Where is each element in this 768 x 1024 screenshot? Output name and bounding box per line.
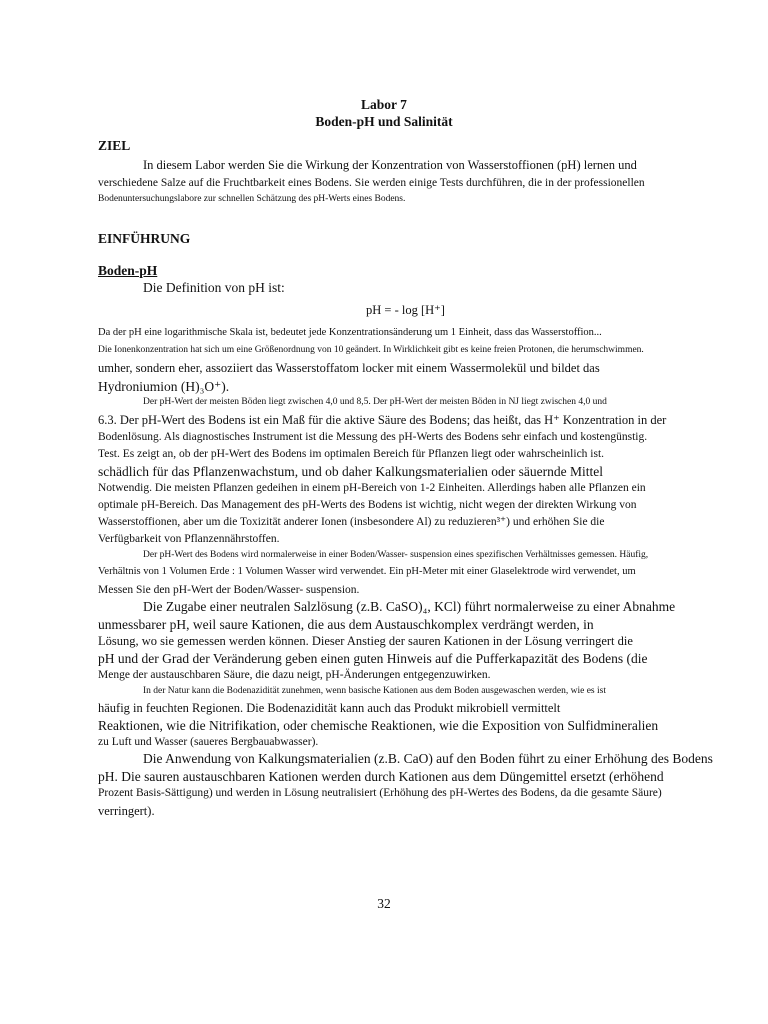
body-line: verringert). xyxy=(98,804,155,818)
body-line: Reaktionen, wie die Nitrifikation, oder chemische Reaktionen, wie die Exposition von Sulfidmineralien xyxy=(98,718,659,733)
body-line: Der pH-Wert der meisten Böden liegt zwischen 4,0 und 8,5. Der pH-Wert der meisten Böden in NJ liegt zwischen 4,0 und xyxy=(143,397,607,407)
body-line: Verhältnis von 1 Volumen Erde : 1 Volumen Wasser wird verwendet. Ein pH-Meter mit einer Glaselektrode wird verwendet, um xyxy=(98,566,636,577)
body-line: Test. Es zeigt an, ob der pH-Wert des Bodens im optimalen Bereich für Pflanzen liegt oder wahrscheinlich ist. xyxy=(98,448,605,460)
body-line: Wasserstoffionen, aber um die Toxizität anderer Ionen (insbesondere Al) zu reduzieren³⁺) und erhöhen Sie die xyxy=(98,516,605,528)
page-number: 32 xyxy=(377,896,391,911)
body-line: pH und der Grad der Veränderung geben einen guten Hinweis auf die Pufferkapazität des Bodens (die xyxy=(98,651,648,666)
body-line: Der pH-Wert des Bodens wird normalerweise in einer Boden/Wasser- suspension eines spezifischen Verhältnisses gemessen. Häufig, xyxy=(143,550,649,560)
body-line: unmessbarer pH, weil saure Kationen, die aus dem Austauschkomplex verdrängt werden, in xyxy=(98,617,594,632)
body-line: Die Ionenkonzentration hat sich um eine Größenordnung von 10 geändert. In Wirklichkeit gibt es keine freien Protonen, die herumschwimmen. xyxy=(98,345,644,355)
section-heading-boden-ph: Boden-pH xyxy=(98,263,158,278)
body-line: Die Anwendung von Kalkungsmaterialien (z.B. CaO) auf den Boden führt zu einer Erhöhung des Bodens xyxy=(143,751,713,766)
ph-formula: pH = - log [H⁺] xyxy=(366,303,445,317)
body-line: zu Luft und Wasser (saueres Bergbauabwasser). xyxy=(98,736,319,748)
body-line: Die Zugabe einer neutralen Salzlösung (z.B. CaSO)₄, KCl) führt normalerweise zu einer Abnahme xyxy=(143,599,676,614)
body-line: Hydroniumion (H)₃O⁺). xyxy=(98,379,230,394)
ziel-line: Bodenuntersuchungslabore zur schnellen Schätzung des pH-Werts eines Bodens. xyxy=(98,194,406,204)
ziel-heading: ZIEL xyxy=(98,138,131,153)
body-line: Bodenlösung. Als diagnostisches Instrument ist die Messung des pH-Werts des Bodens sehr einfach und kostengünstig. xyxy=(98,431,648,443)
body-line: Lösung, wo sie gemessen werden können. Dieser Anstieg der sauren Kationen in der Lösung verringert die xyxy=(98,634,633,648)
definition-text: Die Definition von pH ist: xyxy=(143,280,285,295)
body-line: Verfügbarkeit von Pflanzennährstoffen. xyxy=(98,533,280,545)
ziel-line: In diesem Labor werden Sie die Wirkung der Konzentration von Wasserstoffionen (pH) lernen und xyxy=(143,158,637,172)
lab-number: Labor 7 xyxy=(361,97,407,112)
body-line: Prozent Basis-Sättigung) und werden in Lösung neutralisiert (Erhöhung des pH-Wertes des Bodens, da die gesamte Säure) xyxy=(98,787,662,799)
body-line: optimale pH-Bereich. Das Management des pH-Werts des Bodens ist wichtig, nicht wegen der direkten Wirkung von xyxy=(98,499,637,511)
body-line: Menge der austauschbaren Säure, die dazu neigt, pH-Änderungen entgegenzuwirken. xyxy=(98,669,491,681)
ziel-line: verschiedene Salze auf die Fruchtbarkeit eines Bodens. Sie werden einige Tests durchführen, die in der professionellen xyxy=(98,177,645,189)
body-line: Notwendig. Die meisten Pflanzen gedeihen in einem pH-Bereich von 1-2 Einheiten. Allerdings haben alle Pflanzen ein xyxy=(98,482,646,494)
body-line: In der Natur kann die Bodenazidität zunehmen, wenn basische Kationen aus dem Boden ausgewaschen werden, wie es ist xyxy=(143,686,606,696)
body-line: Messen Sie den pH-Wert der Boden/Wasser- suspension. xyxy=(98,584,360,596)
body-line: häufig in feuchten Regionen. Die Bodenazidität kann auch das Produkt mikrobiell vermittelt xyxy=(98,701,561,715)
body-line: schädlich für das Pflanzenwachstum, und ob daher Kalkungsmaterialien oder säuernde Mittel xyxy=(98,464,603,479)
page-title: Boden-pH und Salinität xyxy=(315,114,453,129)
intro-heading: EINFÜHRUNG xyxy=(98,231,191,246)
body-line: umher, sondern eher, assoziiert das Wasserstoffatom locker mit einem Wassermolekül und bildet das xyxy=(98,361,600,375)
body-line: 6.3. Der pH-Wert des Bodens ist ein Maß für die aktive Säure des Bodens; das heißt, das H⁺ Konzentration in der xyxy=(98,413,667,427)
body-line: Da der pH eine logarithmische Skala ist, bedeutet jede Konzentrationsänderung um 1 Einheit, dass das Wasserstoffion... xyxy=(98,327,602,338)
body-line: pH. Die sauren austauschbaren Kationen werden durch Kationen aus dem Düngemittel ersetzt (erhöhend xyxy=(98,769,664,784)
